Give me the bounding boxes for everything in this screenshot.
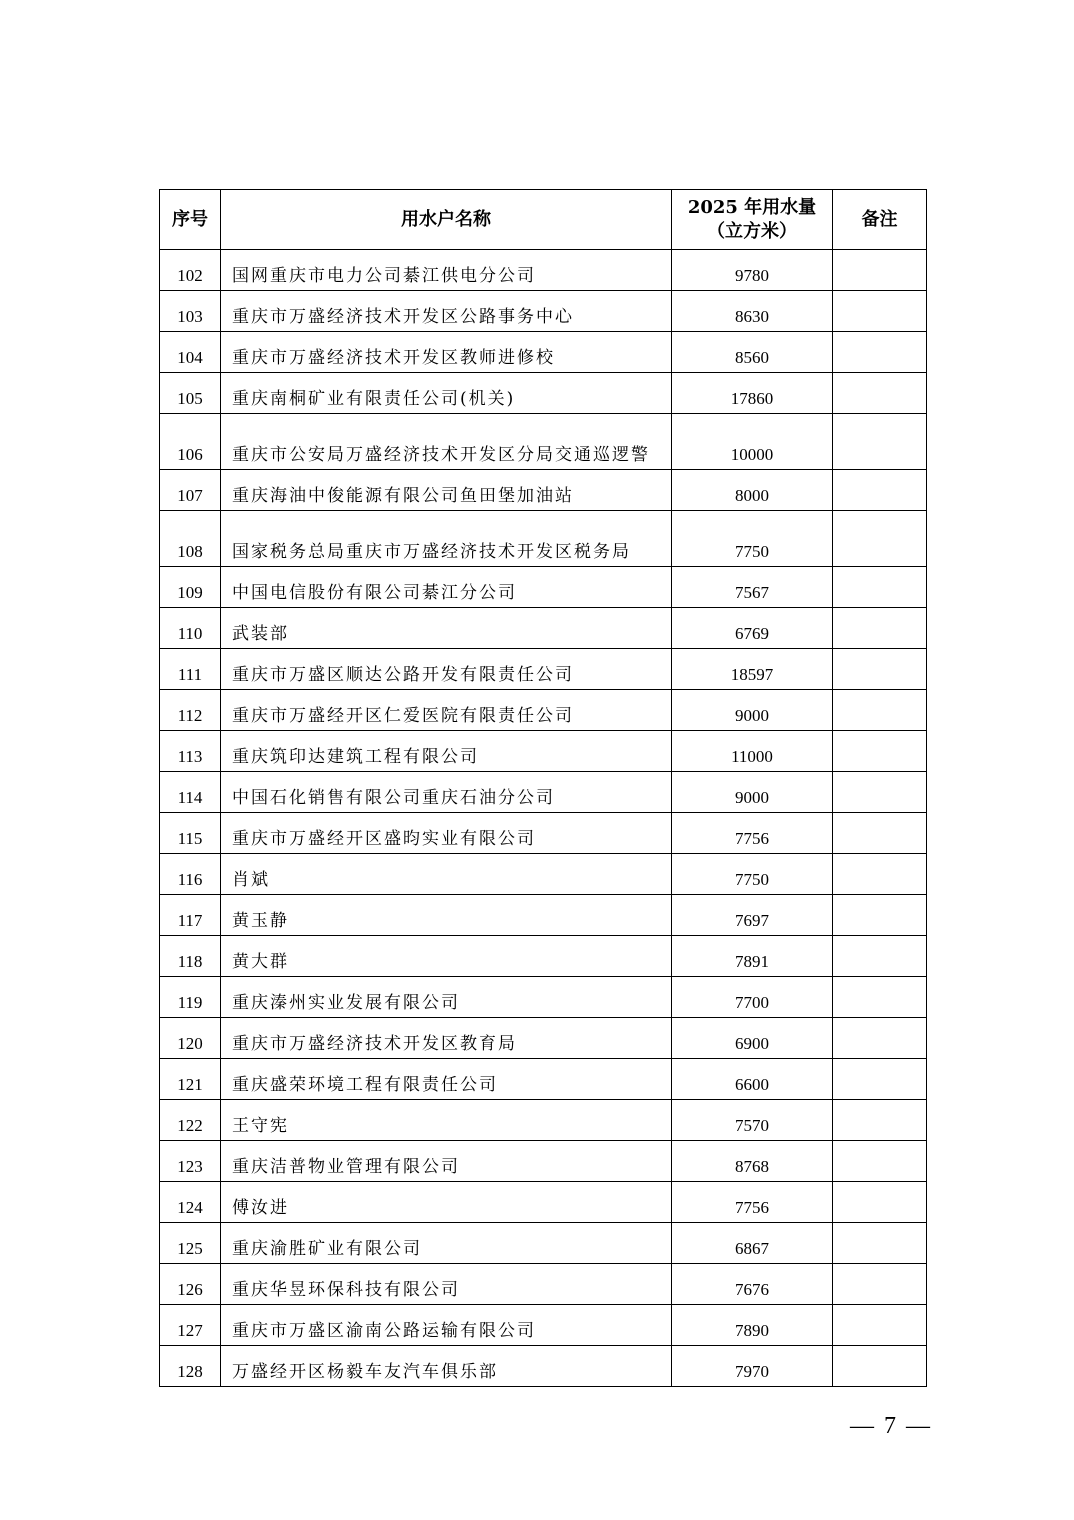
row-note-cell xyxy=(833,649,927,690)
water-usage-table-container xyxy=(159,189,926,1387)
row-name-cell: 重庆市万盛经济技术开发区教师进修校 xyxy=(221,332,672,373)
row-volume-cell: 7756 xyxy=(672,813,833,854)
row-seq-cell: 109 xyxy=(160,567,221,608)
row-name-cell: 重庆南桐矿业有限责任公司(机关) xyxy=(221,373,672,414)
row-seq-cell: 106 xyxy=(160,414,221,470)
row-note-cell xyxy=(833,291,927,332)
table-row xyxy=(160,1059,927,1100)
row-seq-cell: 118 xyxy=(160,936,221,977)
row-note-cell xyxy=(833,1264,927,1305)
row-note-cell xyxy=(833,690,927,731)
row-note-cell xyxy=(833,373,927,414)
row-volume-cell: 7567 xyxy=(672,567,833,608)
row-volume-cell: 7750 xyxy=(672,854,833,895)
row-note-cell xyxy=(833,895,927,936)
row-seq-cell: 127 xyxy=(160,1305,221,1346)
row-volume-cell: 9780 xyxy=(672,250,833,291)
table-header-row xyxy=(160,190,927,250)
row-volume-cell: 7676 xyxy=(672,1264,833,1305)
table-row xyxy=(160,772,927,813)
row-seq-cell: 113 xyxy=(160,731,221,772)
row-seq-cell: 126 xyxy=(160,1264,221,1305)
header-volume-line2: （立方米） xyxy=(707,220,797,242)
row-seq-cell: 110 xyxy=(160,608,221,649)
row-note-cell xyxy=(833,854,927,895)
row-seq-cell: 119 xyxy=(160,977,221,1018)
row-seq-cell: 121 xyxy=(160,1059,221,1100)
row-note-cell xyxy=(833,608,927,649)
row-seq-cell: 102 xyxy=(160,250,221,291)
header-seq: 序号 xyxy=(160,190,221,250)
table-body xyxy=(160,250,927,1387)
row-name-cell: 国家税务总局重庆市万盛经济技术开发区税务局 xyxy=(221,511,672,567)
row-note-cell xyxy=(833,1346,927,1387)
table-row xyxy=(160,511,927,567)
row-note-cell xyxy=(833,731,927,772)
row-name-cell: 重庆市万盛经济技术开发区公路事务中心 xyxy=(221,291,672,332)
row-name-cell: 重庆市万盛经济技术开发区教育局 xyxy=(221,1018,672,1059)
table-row xyxy=(160,414,927,470)
row-name-cell: 中国石化销售有限公司重庆石油分公司 xyxy=(221,772,672,813)
row-note-cell xyxy=(833,1182,927,1223)
row-name-cell: 重庆市万盛区顺达公路开发有限责任公司 xyxy=(221,649,672,690)
row-note-cell xyxy=(833,250,927,291)
row-note-cell xyxy=(833,772,927,813)
row-volume-cell: 8768 xyxy=(672,1141,833,1182)
row-name-cell: 万盛经开区杨毅车友汽车俱乐部 xyxy=(221,1346,672,1387)
row-note-cell xyxy=(833,511,927,567)
row-note-cell xyxy=(833,1223,927,1264)
row-volume-cell: 11000 xyxy=(672,731,833,772)
row-seq-cell: 103 xyxy=(160,291,221,332)
row-volume-cell: 6900 xyxy=(672,1018,833,1059)
row-note-cell xyxy=(833,1141,927,1182)
row-name-cell: 重庆市万盛区渝南公路运输有限公司 xyxy=(221,1305,672,1346)
row-seq-cell: 128 xyxy=(160,1346,221,1387)
row-name-cell: 重庆筑印达建筑工程有限公司 xyxy=(221,731,672,772)
row-seq-cell: 117 xyxy=(160,895,221,936)
row-name-cell: 王守宪 xyxy=(221,1100,672,1141)
row-note-cell xyxy=(833,977,927,1018)
table-row xyxy=(160,649,927,690)
row-name-cell: 黄玉静 xyxy=(221,895,672,936)
row-volume-cell: 6867 xyxy=(672,1223,833,1264)
row-seq-cell: 115 xyxy=(160,813,221,854)
row-volume-cell: 7700 xyxy=(672,977,833,1018)
row-name-cell: 重庆盛荣环境工程有限责任公司 xyxy=(221,1059,672,1100)
row-seq-cell: 123 xyxy=(160,1141,221,1182)
row-volume-cell: 6600 xyxy=(672,1059,833,1100)
table-row xyxy=(160,936,927,977)
table-row xyxy=(160,1264,927,1305)
row-volume-cell: 7891 xyxy=(672,936,833,977)
table-row xyxy=(160,895,927,936)
row-name-cell: 重庆市公安局万盛经济技术开发区分局交通巡逻警 xyxy=(221,414,672,470)
row-note-cell xyxy=(833,1059,927,1100)
row-name-cell: 重庆洁普物业管理有限公司 xyxy=(221,1141,672,1182)
row-name-cell: 重庆华昱环保科技有限公司 xyxy=(221,1264,672,1305)
row-note-cell xyxy=(833,567,927,608)
header-volume xyxy=(672,190,833,250)
row-note-cell xyxy=(833,1305,927,1346)
header-volume-line1: 2025 年用水量 xyxy=(687,196,817,218)
table-row xyxy=(160,332,927,373)
table-row xyxy=(160,1305,927,1346)
table-row xyxy=(160,567,927,608)
row-seq-cell: 122 xyxy=(160,1100,221,1141)
row-note-cell xyxy=(833,1100,927,1141)
row-name-cell: 傅汝进 xyxy=(221,1182,672,1223)
table-row xyxy=(160,690,927,731)
row-name-cell: 重庆市万盛经开区仁爱医院有限责任公司 xyxy=(221,690,672,731)
row-volume-cell: 7970 xyxy=(672,1346,833,1387)
row-volume-cell: 8630 xyxy=(672,291,833,332)
row-note-cell xyxy=(833,936,927,977)
table-row xyxy=(160,1346,927,1387)
row-volume-cell: 7750 xyxy=(672,511,833,567)
table-row xyxy=(160,470,927,511)
row-volume-cell: 7570 xyxy=(672,1100,833,1141)
row-seq-cell: 111 xyxy=(160,649,221,690)
row-seq-cell: 104 xyxy=(160,332,221,373)
row-volume-cell: 8000 xyxy=(672,470,833,511)
row-seq-cell: 112 xyxy=(160,690,221,731)
row-name-cell: 中国电信股份有限公司綦江分公司 xyxy=(221,567,672,608)
row-seq-cell: 105 xyxy=(160,373,221,414)
row-volume-cell: 8560 xyxy=(672,332,833,373)
row-seq-cell: 125 xyxy=(160,1223,221,1264)
row-volume-cell: 18597 xyxy=(672,649,833,690)
table-row xyxy=(160,977,927,1018)
table-row xyxy=(160,608,927,649)
table-row xyxy=(160,1100,927,1141)
row-seq-cell: 124 xyxy=(160,1182,221,1223)
row-volume-cell: 7756 xyxy=(672,1182,833,1223)
table-row xyxy=(160,373,927,414)
table-row xyxy=(160,250,927,291)
page-number: — 7 — xyxy=(850,1413,932,1439)
row-seq-cell: 120 xyxy=(160,1018,221,1059)
row-seq-cell: 107 xyxy=(160,470,221,511)
table-row xyxy=(160,813,927,854)
row-name-cell: 重庆溱州实业发展有限公司 xyxy=(221,977,672,1018)
row-seq-cell: 114 xyxy=(160,772,221,813)
row-volume-cell: 7890 xyxy=(672,1305,833,1346)
row-name-cell: 肖斌 xyxy=(221,854,672,895)
row-volume-cell: 9000 xyxy=(672,772,833,813)
row-volume-cell: 17860 xyxy=(672,373,833,414)
row-name-cell: 黄大群 xyxy=(221,936,672,977)
row-volume-cell: 10000 xyxy=(672,414,833,470)
row-note-cell xyxy=(833,813,927,854)
row-note-cell xyxy=(833,332,927,373)
row-volume-cell: 6769 xyxy=(672,608,833,649)
row-volume-cell: 7697 xyxy=(672,895,833,936)
row-name-cell: 武装部 xyxy=(221,608,672,649)
row-note-cell xyxy=(833,470,927,511)
row-seq-cell: 108 xyxy=(160,511,221,567)
table-row xyxy=(160,1182,927,1223)
row-seq-cell: 116 xyxy=(160,854,221,895)
header-note: 备注 xyxy=(833,190,927,250)
table-row xyxy=(160,1141,927,1182)
table-row xyxy=(160,291,927,332)
table-row xyxy=(160,1018,927,1059)
table-row xyxy=(160,731,927,772)
table-row xyxy=(160,1223,927,1264)
row-name-cell: 重庆海油中俊能源有限公司鱼田堡加油站 xyxy=(221,470,672,511)
row-name-cell: 重庆市万盛经开区盛昀实业有限公司 xyxy=(221,813,672,854)
row-name-cell: 重庆渝胜矿业有限公司 xyxy=(221,1223,672,1264)
table-row xyxy=(160,854,927,895)
row-note-cell xyxy=(833,1018,927,1059)
header-name: 用水户名称 xyxy=(221,190,672,250)
row-name-cell: 国网重庆市电力公司綦江供电分公司 xyxy=(221,250,672,291)
row-volume-cell: 9000 xyxy=(672,690,833,731)
row-note-cell xyxy=(833,414,927,470)
water-usage-table xyxy=(159,189,927,1387)
